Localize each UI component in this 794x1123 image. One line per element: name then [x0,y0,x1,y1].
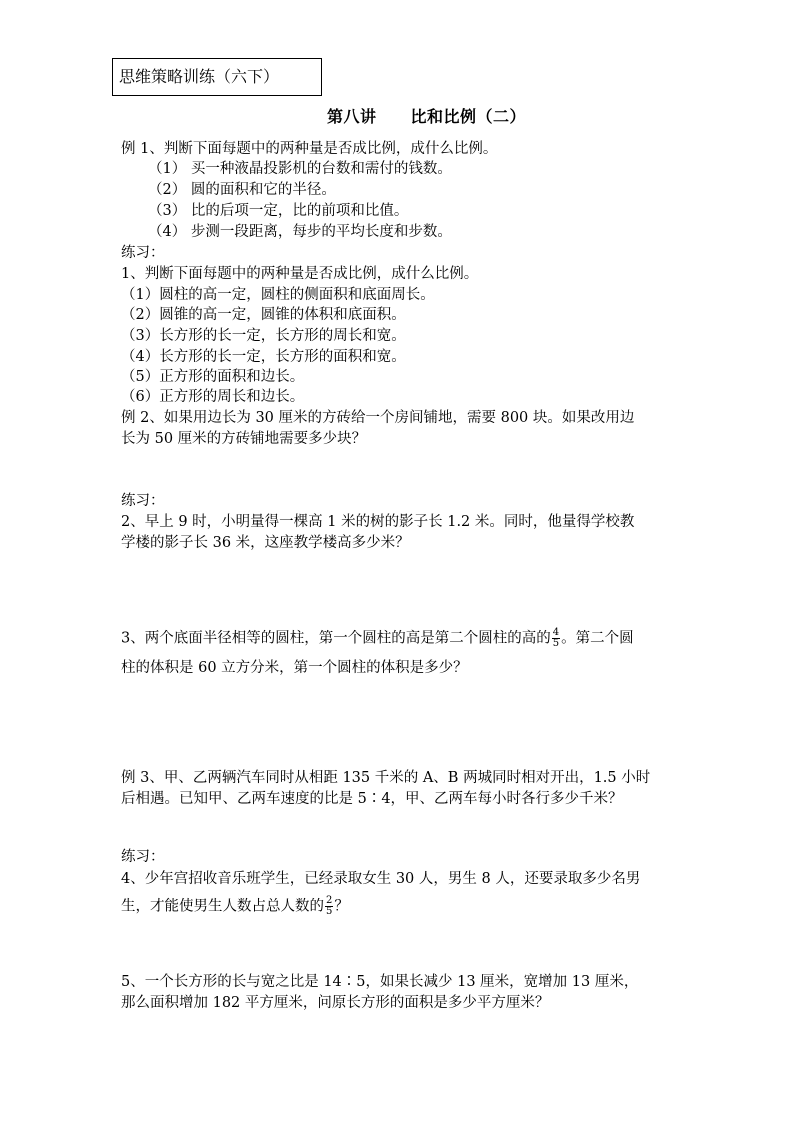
fraction-denominator: 5 [326,906,333,917]
example2-line-2: 长为 50 厘米的方砖铺地需要多少块？ [121,431,367,447]
example1-item-3: （3） 比的后项一定，比的前项和比值。 [148,203,409,219]
header-label: 思维策略训练（六下） [119,67,280,86]
practice1-item-2: （2）圆锥的高一定，圆锥的体积和底面积。 [121,307,406,323]
practice2-label: 练习： [121,493,165,509]
practice1-item-6: （6）正方形的周长和边长。 [121,389,305,405]
practice3-text-pre: 生，才能使男生人数占总人数的 [121,898,324,915]
example3-line-2: 后相遇。已知甲、乙两车速度的比是 5∶4，甲、乙两车每小时各行多少千米？ [121,791,623,807]
example1-item-2: （2） 圆的面积和它的半径。 [148,182,336,198]
page-title [327,104,526,127]
fraction-four-fifths [552,628,560,649]
example2-line-1: 例 2、如果用边长为 30 厘米的方砖给一个房间铺地，需要 800 块。如果改用边 [121,410,635,426]
problem5-line-2: 那么面积增加 182 平方厘米，问原长方形的面积是多少平方厘米？ [121,995,550,1011]
example1-item-1: （1） 买一种液晶投影机的台数和需付的钱数。 [148,161,452,177]
problem3-line-1 [121,628,634,649]
problem3-line-2: 柱的体积是 60 立方分米，第一个圆柱的体积是多少？ [121,660,468,676]
example3-line-1: 例 3、甲、乙两辆汽车同时从相距 135 千米的 A、B 两城同时相对开出，1.5 小时 [121,770,651,786]
header-label-box [112,58,322,96]
fraction-numerator: 2 [326,895,333,906]
problem3-text-pre: 3、两个底面半径相等的圆柱，第一个圆柱的高是第二个圆柱的高的 [121,630,551,647]
practice1-item-3: （3）长方形的长一定，长方形的周长和宽。 [121,328,406,344]
problem3-text-post: 。第二个圆 [561,630,634,647]
practice2-line-1: 2、早上 9 时，小明量得一棵高 1 米的树的影子长 1.2 米。同时，他量得学校教 [121,514,635,530]
fraction-numerator: 4 [552,627,560,638]
practice3-line-2 [121,896,349,917]
practice1-item-5: （5）正方形的面积和边长。 [121,369,305,385]
title-lecture: 第八讲 [327,107,377,126]
practice1-item-4: （4）长方形的长一定，长方形的面积和宽。 [121,349,406,365]
example1-question: 例 1、判断下面每题中的两种量是否成比例，成什么比例。 [121,141,498,157]
practice3-text-post: ？ [334,898,349,915]
practice1-item-1: （1）圆柱的高一定，圆柱的侧面积和底面周长。 [121,287,435,303]
example1-item-4: （4） 步测一段距离，每步的平均长度和步数。 [148,224,452,240]
practice3-line-1: 4、少年宫招收音乐班学生，已经录取女生 30 人，男生 8 人，还要录取多少名男 [121,871,641,887]
practice3-label: 练习： [121,849,165,865]
practice1-question: 1、判断下面每题中的两种量是否成比例，成什么比例。 [121,266,479,282]
fraction-denominator: 5 [552,638,560,649]
title-topic: 比和比例（二） [410,107,527,126]
practice2-line-2: 学楼的影子长 36 米，这座教学楼高多少米？ [121,535,410,551]
practice1-label: 练习： [121,245,165,261]
fraction-two-fifths [325,896,333,917]
problem5-line-1: 5、一个长方形的长与宽之比是 14∶5，如果长减少 13 厘米，宽增加 13 厘米， [121,974,639,990]
